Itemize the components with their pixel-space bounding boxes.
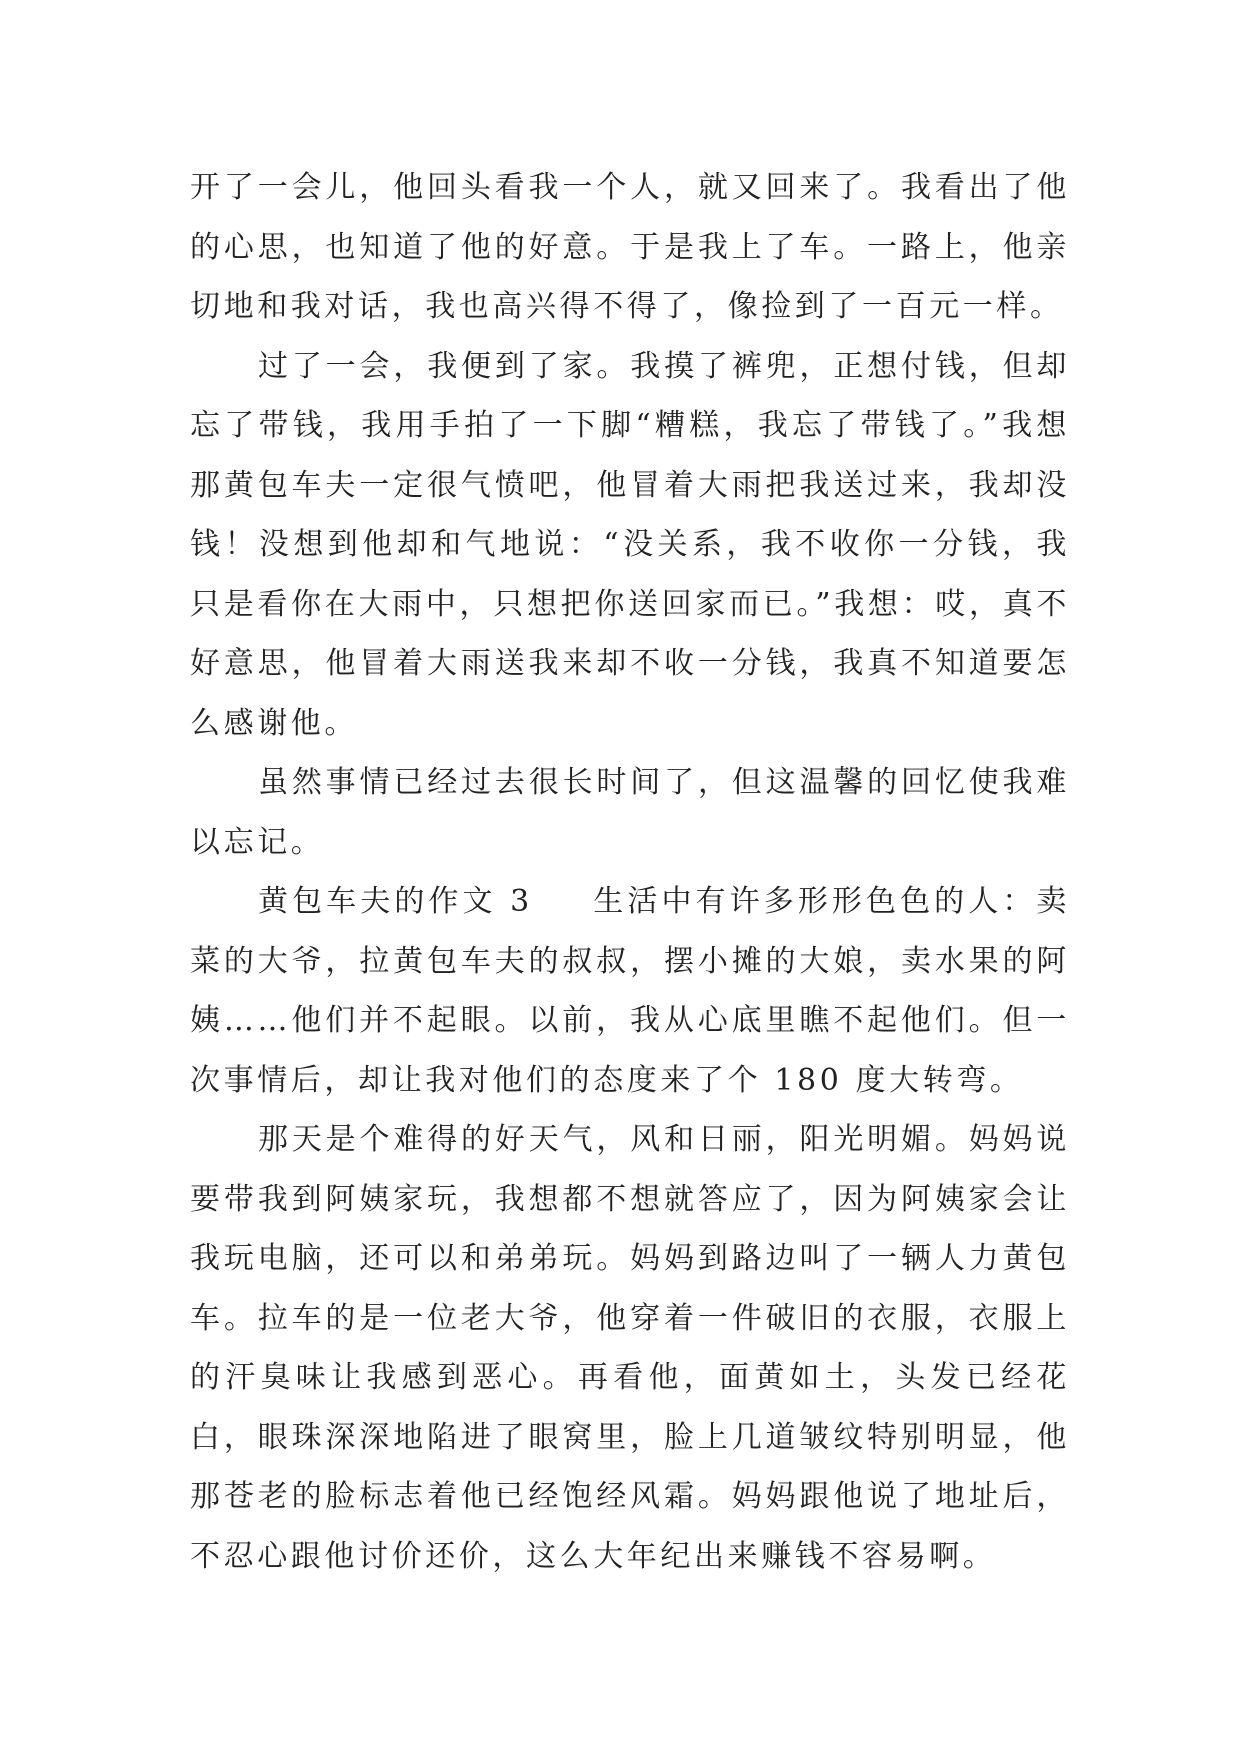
- paragraph-4: [190, 872, 1070, 1110]
- paragraph-5-text: 那天是个难得的好天气，风和日丽，阳光明媚。妈妈说要带我到阿姨家玩，我想都不想就答应了，因为阿姨家会让我玩电脑，还可以和弟弟玩。妈妈到路边叫了一辆人力黄包车。拉车的是一位老大爷，他穿着一件破旧的衣服，衣服上的汗臭味让我感到恶心。再看他，面黄如土，头发已经花白，眼珠深深地陷进了眼窝里，脸上几道皱纹特别明显，他那苍老的脸标志着他已经饱经风霜。妈妈跟他说了地址后，不忍心跟他讨价还价，这么大年纪出来赚钱不容易啊。: [190, 1122, 1070, 1574]
- paragraph-5: [190, 1110, 1070, 1586]
- paragraph-3: [190, 753, 1070, 872]
- paragraph-2-text: 过了一会，我便到了家。我摸了裤兜，正想付钱，但却忘了带钱，我用手拍了一下脚“糟糕，我忘了带钱了。”我想那黄包车夫一定很气愤吧，他冒着大雨把我送过来，我却没钱！没想到他却和气地说：“没关系，我不收你一分钱，我只是看你在大雨中，只想把你送回家而已。”我想：哎，真不好意思，他冒着大雨送我来却不收一分钱，我真不知道要怎么感谢他。: [190, 348, 1070, 741]
- document-body: [190, 158, 1070, 1586]
- paragraph-2: [190, 337, 1070, 754]
- paragraph-1-text: 开了一会儿，他回头看我一个人，就又回来了。我看出了他的心思，也知道了他的好意。于是我上了车。一路上，他亲切地和我对话，我也高兴得不得了，像捡到了一百元一样。: [190, 170, 1070, 324]
- section-heading: 黄包车夫的作文 3: [258, 884, 533, 919]
- paragraph-4-text: 生活中有许多形形色色的人：卖菜的大爷，拉黄包车夫的叔叔，摆小摊的大娘，卖水果的阿姨……他们并不起眼。以前，我从心底里瞧不起他们。但一次事情后，却让我对他们的态度来了个 180 度大转弯。: [190, 884, 1070, 1098]
- paragraph-3-text: 虽然事情已经过去很长时间了，但这温馨的回忆使我难以忘记。: [190, 765, 1070, 860]
- paragraph-1: [190, 158, 1070, 337]
